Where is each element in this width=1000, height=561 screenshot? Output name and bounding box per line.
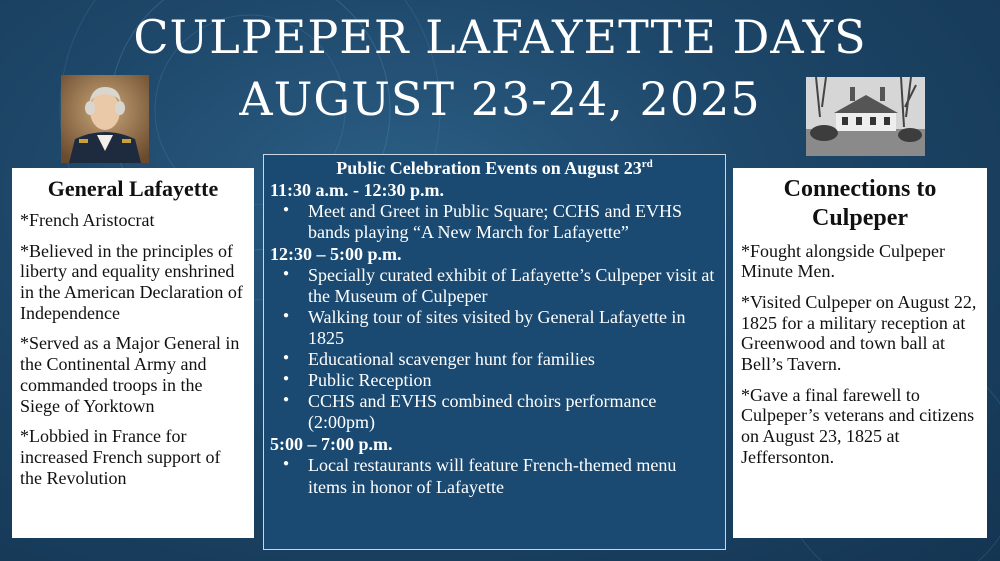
events-heading-text: Public Celebration Events on August 23 [336,158,642,178]
lafayette-facts-panel [12,168,254,538]
fact-item: *Served as a Major General in the Continental Army and commanded troops in the Siege of Yorktown [20,333,240,416]
culpeper-connections-panel [733,168,987,538]
events-schedule-panel [263,154,726,550]
fact-item: *Lobbied in France for increased French support of the Revolution [20,426,221,488]
time-slot: 11:30 a.m. - 12:30 p.m. [270,180,444,200]
event-dates: AUGUST 23-24, 2025 [239,72,761,126]
connection-item: *Visited Culpeper on August 22, 1825 for a military reception at Greenwood and town ball at Bell’s Tavern. [741,291,977,375]
event-item: ● Walking tour of sites visited by General Lafayette in 1825 [308,307,719,349]
fact-item: *French Aristocrat [20,210,155,230]
event-item: ● Public Reception [308,370,719,391]
event-item: ● Local restaurants will feature French-themed menu items in honor of Lafayette [308,455,719,497]
events-heading [270,158,719,179]
fact-item: *Believed in the principles of liberty and equality enshrined in the American Declaration of Independence [20,240,243,323]
event-list [270,201,719,243]
event-item: ● CCHS and EVHS combined choirs performance (2:00pm) [308,391,719,433]
connection-item: *Fought alongside Culpeper Minute Men. [741,240,945,282]
event-list [270,265,719,433]
time-slot: 5:00 – 7:00 p.m. [270,434,393,455]
connection-item: *Gave a final farewell to Culpeper’s veterans and citizens on August 23, 1825 at Jeffersonton. [741,384,975,467]
lafayette-portrait [61,75,149,163]
house-photo [806,77,925,156]
event-item: ● Specially curated exhibit of Lafayette’s Culpeper visit at the Museum of Culpeper [308,265,719,307]
event-item: ● Educational scavenger hunt for families [308,349,719,370]
event-list [270,455,719,497]
connections-heading: Connections to Culpeper [783,176,937,231]
lafayette-facts-heading: General Lafayette [47,176,219,201]
event-item: ● Meet and Greet in Public Square; CCHS and EVHS bands playing “A New March for Lafayette” [308,201,719,243]
events-heading-suffix: rd [641,158,653,170]
event-title: CULPEPER LAFAYETTE DAYS [133,10,867,64]
time-slot: 12:30 – 5:00 p.m. [270,244,402,265]
